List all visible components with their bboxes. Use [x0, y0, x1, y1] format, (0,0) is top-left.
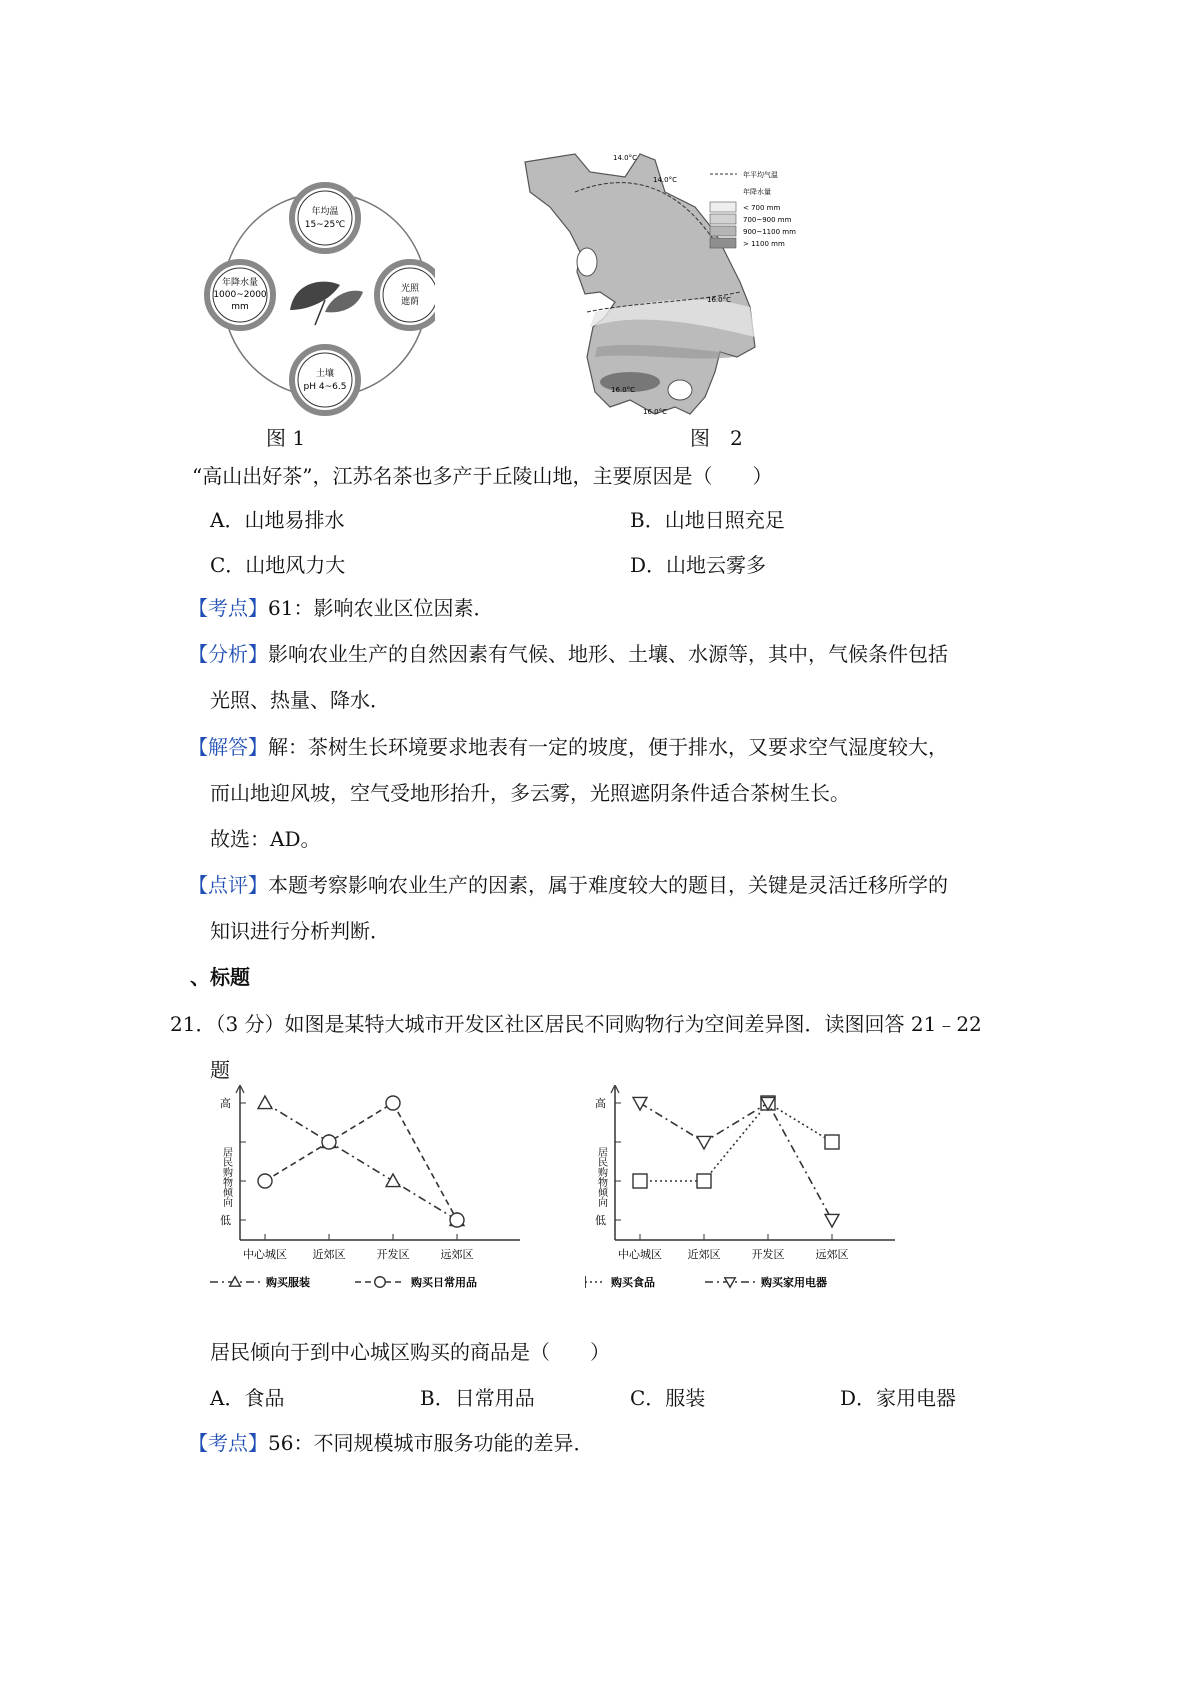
svg-text:年平均气温: 年平均气温	[743, 171, 778, 179]
q21-stem-line2: 题	[210, 1058, 230, 1082]
y-tick-label-high: 高	[220, 1097, 231, 1110]
kaodian-text: 56：不同规模城市服务功能的差异．	[268, 1431, 594, 1455]
q21-option-b: B．日常用品	[420, 1386, 535, 1410]
q20-fenxi-line1	[188, 640, 948, 668]
svg-text:光照: 光照	[400, 284, 420, 294]
q21-option-d: D．家用电器	[840, 1386, 957, 1410]
jieda-text: 解：茶树生长环境要求地表有一定的坡度，便于排水，又要求空气湿度较大，	[268, 735, 948, 759]
temp-label: 16.0°C	[707, 296, 731, 304]
svg-text:年均温: 年均温	[311, 207, 339, 217]
factor-light	[377, 262, 435, 328]
data-point-marker	[633, 1174, 647, 1188]
legend-label: 700~900 mm	[743, 216, 792, 224]
temp-label: 14.0°C	[653, 176, 677, 184]
y-axis-label: 居民购物倾向	[220, 1147, 232, 1207]
q20-stem: “高山出好茶”，江苏名茶也多产于丘陵山地，主要原因是（ ）	[192, 464, 773, 488]
data-point-marker	[258, 1174, 272, 1188]
data-point-marker	[322, 1135, 336, 1149]
y-tick-label-high: 高	[595, 1097, 606, 1110]
data-point-marker	[633, 1097, 647, 1110]
factor-soil	[292, 347, 358, 413]
figure-1-tea-conditions	[195, 160, 435, 440]
svg-text:遮荫: 遮荫	[400, 297, 420, 307]
data-point-marker	[697, 1136, 711, 1149]
svg-text:15~25℃: 15~25℃	[304, 220, 346, 230]
dianping-text: 本题考察影响农业生产的因素，属于难度较大的题目，关键是灵活迁移所学的	[268, 873, 948, 897]
q21-kaodian	[188, 1429, 593, 1457]
series-line	[640, 1103, 832, 1220]
q20-option-c: C．山地风力大	[210, 553, 346, 577]
chart-left	[210, 1085, 540, 1315]
legend-label: 购买服装	[266, 1276, 310, 1289]
legend-swatch	[710, 214, 736, 224]
x-tick-label: 中心城区	[618, 1248, 662, 1261]
data-point-marker	[450, 1213, 464, 1227]
svg-text:1000~2000: 1000~2000	[213, 290, 267, 300]
kaodian-tag: 【考点】	[188, 1431, 268, 1455]
y-axis-label: 居民购物倾向	[595, 1147, 607, 1207]
q21-option-c: C．服装	[630, 1386, 706, 1410]
data-point-marker	[386, 1174, 400, 1187]
legend-label: 购买家用电器	[761, 1276, 827, 1289]
series-line	[640, 1103, 832, 1181]
q21-option-a: A．食品	[210, 1386, 285, 1410]
figure-1-label: 图 1	[266, 426, 306, 450]
dianping-tag: 【点评】	[188, 873, 268, 897]
legend-swatch	[710, 202, 736, 212]
q20-jieda-line2: 而山地迎风坡，空气受地形抬升，多云雾，光照遮阴条件适合茶树生长。	[210, 781, 850, 805]
legend-label: < 700 mm	[743, 204, 781, 212]
x-tick-label: 中心城区	[243, 1248, 287, 1261]
svg-text:pH 4~6.5: pH 4~6.5	[303, 382, 347, 392]
factor-precipitation	[207, 262, 273, 328]
x-tick-label: 远郊区	[815, 1248, 849, 1261]
chart-right	[585, 1085, 915, 1315]
x-tick-label: 开发区	[751, 1248, 785, 1261]
svg-text:mm: mm	[231, 302, 249, 312]
kaodian-tag: 【考点】	[188, 596, 268, 620]
temp-label: 16.0°C	[611, 386, 635, 394]
tea-leaf-icon	[290, 282, 363, 325]
legend-label: 购买食品	[611, 1276, 655, 1289]
kaodian-text: 61：影响农业区位因素．	[268, 596, 494, 620]
legend-swatch	[710, 238, 736, 248]
jieda-tag: 【解答】	[188, 735, 268, 759]
fenxi-tag: 【分析】	[188, 642, 268, 666]
q20-jieda-line1	[188, 733, 948, 761]
q21-question: 居民倾向于到中心城区购买的商品是（ ）	[210, 1340, 610, 1364]
q20-fenxi-line2: 光照、热量、降水．	[210, 688, 390, 712]
data-point-marker	[697, 1174, 711, 1188]
figure-2-label: 图 2	[690, 426, 743, 450]
svg-text:土壤: 土壤	[315, 369, 335, 379]
x-tick-label: 远郊区	[440, 1248, 474, 1261]
y-tick-label-low: 低	[220, 1214, 231, 1227]
y-tick-label-low: 低	[595, 1214, 606, 1227]
x-tick-label: 近郊区	[687, 1248, 721, 1261]
temp-label: 14.0°C	[613, 154, 637, 162]
x-tick-label: 开发区	[376, 1248, 410, 1261]
svg-text:年降水量: 年降水量	[743, 188, 771, 196]
q20-kaodian	[188, 594, 493, 622]
q20-option-d: D．山地云雾多	[630, 553, 767, 577]
data-point-marker	[386, 1096, 400, 1110]
q20-dianping-line2: 知识进行分析判断．	[210, 919, 390, 943]
legend-label: 购买日常用品	[411, 1276, 477, 1289]
factor-temperature	[292, 185, 358, 251]
data-point-marker	[825, 1214, 839, 1227]
legend-swatch	[710, 226, 736, 236]
legend-label: 900~1100 mm	[743, 228, 796, 236]
series-line	[265, 1103, 457, 1220]
svg-text:年降水量: 年降水量	[221, 278, 259, 288]
q20-answer: 故选：AD。	[210, 827, 321, 851]
data-point-marker	[825, 1135, 839, 1149]
legend-label: > 1100 mm	[743, 240, 785, 248]
data-point-marker	[258, 1096, 272, 1109]
section-heading: 、标题	[190, 965, 250, 989]
fenxi-text: 影响农业生产的自然因素有气候、地形、土壤、水源等，其中，气候条件包括	[268, 642, 948, 666]
temp-label: 16.0°C	[643, 408, 667, 416]
figure-2-jiangsu-map	[515, 152, 885, 427]
q21-stem-line1: 21．（3 分）如图是某特大城市开发区社区居民不同购物行为空间差异图．读图回答 21﹣22	[170, 1012, 982, 1036]
q20-dianping-line1	[188, 871, 948, 899]
map-legend	[710, 170, 796, 248]
x-tick-label: 近郊区	[312, 1248, 346, 1261]
q20-option-a: A．山地易排水	[210, 508, 345, 532]
data-point-marker	[375, 1277, 386, 1288]
q20-option-b: B．山地日照充足	[630, 508, 785, 532]
